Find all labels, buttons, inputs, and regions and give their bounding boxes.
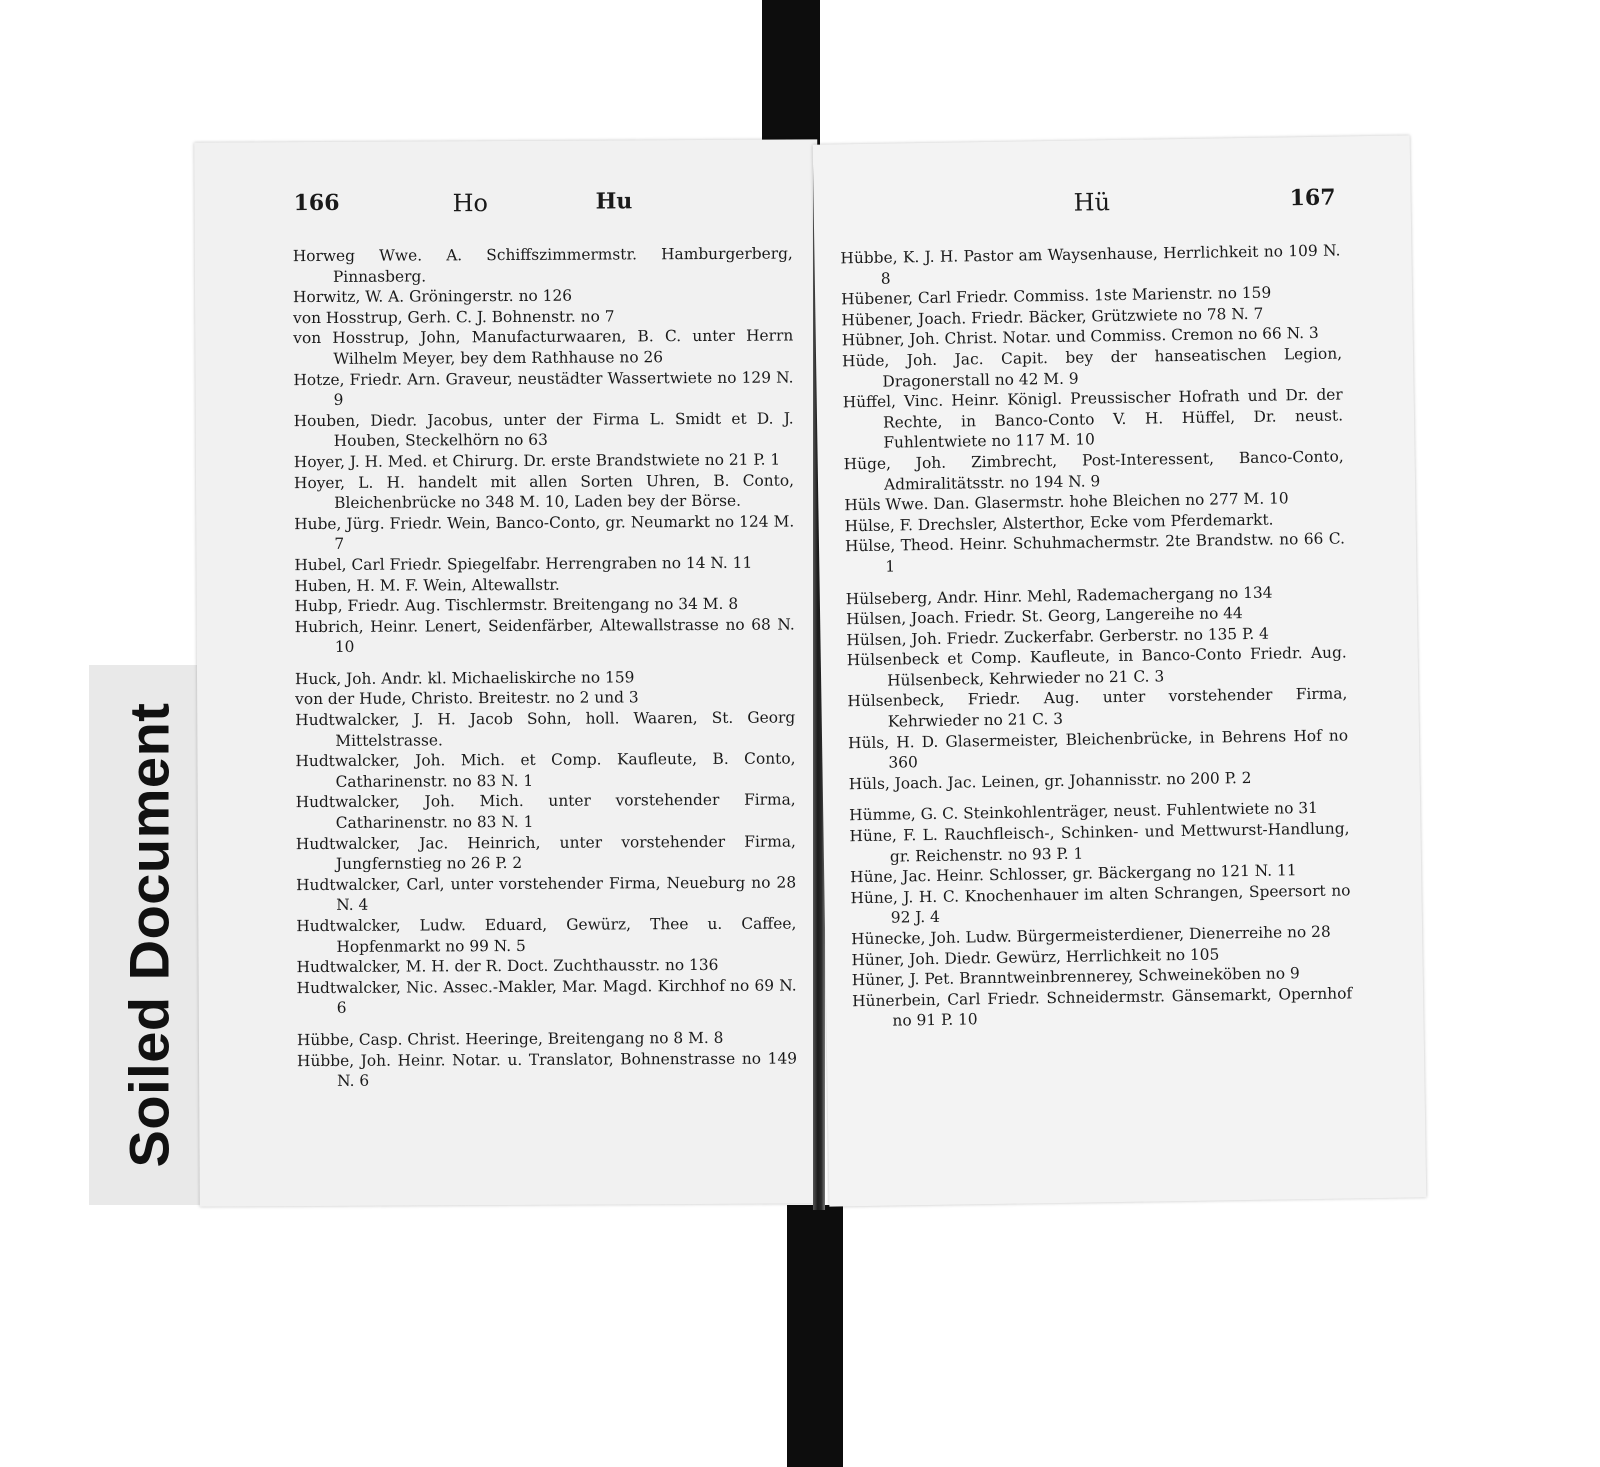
- directory-entry: Hubp, Friedr. Aug. Tischlermstr. Breitengang no 34 M. 8: [294, 594, 739, 616]
- directory-entry: Hüffel, Vinc. Heinr. Königl. Preussischer Hofrath und Dr. der Rechte, in Banco-Conto V. H. Hüffel, Dr. neust. Fuhlentwiete no 117 M. 10: [842, 385, 1344, 453]
- directory-entry: Hülsen, Joh. Friedr. Zuckerfabr. Gerberstr. no 135 P. 4: [846, 624, 1269, 649]
- directory-entry: Hülseberg, Andr. Hinr. Mehl, Rademachergang no 134: [845, 583, 1273, 608]
- directory-entry: Hübener, Joach. Friedr. Bäcker, Grützwiete no 78 N. 7: [841, 304, 1264, 330]
- directory-entry: Hüne, F. L. Rauchfleisch-, Schinken- und Mettwurst-Handlung, gr. Reichenstr. no 93 P. 1: [849, 819, 1350, 866]
- directory-entry: Hudtwalcker, Joh. Mich. et Comp. Kaufleute, B. Conto, Catharinenstr. no 83 N. 1: [295, 749, 796, 791]
- directory-entry: Hudtwalcker, Nic. Assec.-Makler, Mar. Magd. Kirchhof no 69 N. 6: [296, 976, 797, 1018]
- directory-entry: Hübbe, Casp. Christ. Heeringe, Breitengang no 8 M. 8: [296, 1028, 724, 1050]
- directory-entry: Hüls Wwe. Dan. Glasermstr. hohe Bleichen no 277 M. 10: [844, 489, 1289, 515]
- directory-entry: Hube, Jürg. Friedr. Wein, Banco-Conto, gr. Neumarkt no 124 M. 7: [294, 512, 795, 554]
- directory-entry: Hüner, Joh. Diedr. Gewürz, Herrlichkeit no 105: [851, 945, 1220, 969]
- directory-entry: Hotze, Friedr. Arn. Graveur, neustädter Wassertwiete no 129 N. 9: [293, 368, 794, 410]
- directory-entry: Hudtwalcker, Carl, unter vorstehender Firma, Neueburg no 28 N. 4: [296, 873, 797, 915]
- directory-entry: von Hosstrup, John, Manufacturwaaren, B. C. unter Herrn Wilhelm Meyer, bey dem Rathhause no 26: [293, 326, 794, 368]
- directory-entry: Hübner, Joh. Christ. Notar. und Commiss. Cremon no 66 N. 3: [841, 324, 1319, 350]
- right-entry-list: [840, 240, 1352, 1032]
- directory-entry: von Hosstrup, Gerh. C. J. Bohnenstr. no 7: [293, 307, 615, 327]
- directory-entry: Hülse, F. Drechsler, Alsterthor, Ecke vom Pferdemarkt.: [844, 510, 1274, 536]
- directory-entry: Hübener, Carl Friedr. Commiss. 1ste Marienstr. no 159: [840, 283, 1272, 309]
- left-page: [194, 139, 823, 1206]
- directory-entry: Hümme, G. C. Steinkohlenträger, neust. Fuhlentwiete no 31: [849, 799, 1319, 825]
- directory-entry: Hüne, Jac. Heinr. Schlosser, gr. Bäckergang no 121 N. 11: [850, 861, 1297, 887]
- directory-entry: Hünecke, Joh. Ludw. Bürgermeisterdiener, Dienerreihe no 28: [851, 922, 1331, 949]
- directory-entry: Hüls, H. D. Glasermeister, Bleichenbrücke, in Behrens Hof no 360: [847, 726, 1349, 772]
- directory-entry: Hübbe, Joh. Heinr. Notar. u. Translator, Bohnenstrasse no 149 N. 6: [296, 1049, 798, 1091]
- left-running-head-1: Ho: [452, 189, 489, 218]
- directory-entry: Hübbe, K. J. H. Pastor am Waysenhause, Herrlichkeit no 109 N. 8: [840, 241, 1341, 288]
- directory-entry: Hülse, Theod. Heinr. Schuhmachermstr. 2te Brandstw. no 66 C. 1: [844, 529, 1346, 576]
- directory-entry: Hüne, J. H. C. Knochenhauer im alten Schrangen, Speersort no 92 J. 4: [850, 881, 1351, 928]
- soiled-document-stamp: Soiled Document: [117, 702, 181, 1168]
- directory-entry: Hüner, J. Pet. Branntweinbrennerey, Schweineköben no 9: [851, 964, 1300, 990]
- directory-entry: Hüge, Joh. Zimbrecht, Post-Interessent, Banco-Conto, Admiralitätsstr. no 194 N. 9: [843, 447, 1344, 494]
- directory-entry: Hudtwalcker, Ludw. Eduard, Gewürz, Thee u. Caffee, Hopfenmarkt no 99 N. 5: [296, 914, 797, 956]
- directory-entry: von der Hude, Christo. Breitestr. no 2 und 3: [295, 688, 639, 709]
- directory-entry: Hülsenbeck, Friedr. Aug. unter vorstehender Firma, Kehrwieder no 21 C. 3: [847, 684, 1348, 731]
- directory-entry: Huck, Joh. Andr. kl. Michaeliskirche no 159: [294, 668, 635, 688]
- right-running-head: Hü: [1073, 188, 1111, 217]
- directory-entry: Horwitz, W. A. Gröningerstr. no 126: [292, 286, 573, 307]
- directory-entry: Hoyer, L. H. handelt mit allen Sorten Uhren, B. Conto, Bleichenbrücke no 348 M. 10, Laden bey der Börse.: [293, 471, 795, 513]
- left-running-head-2: Hu: [595, 188, 633, 215]
- directory-entry: Horweg Wwe. A. Schiffszimmermstr. Hamburgerberg, Pinnasberg.: [292, 244, 793, 286]
- directory-entry: Hüls, Joach. Jac. Leinen, gr. Johannisstr. no 200 P. 2: [848, 768, 1252, 794]
- top-dark-bar: [762, 0, 820, 154]
- left-entry-list: [293, 244, 797, 1092]
- right-page-number: 167: [1289, 184, 1336, 212]
- directory-entry: Hubel, Carl Friedr. Spiegelfabr. Herrengraben no 14 N. 11: [294, 553, 753, 575]
- directory-entry: Hoyer, J. H. Med. et Chirurg. Dr. erste Brandstwiete no 21 P. 1: [293, 450, 781, 472]
- directory-entry: Hüde, Joh. Jac. Capit. bey der hanseatischen Legion, Dragonerstall no 42 M. 9: [841, 344, 1343, 391]
- directory-entry: Hubrich, Heinr. Lenert, Seidenfärber, Altewallstrasse no 68 N. 10: [294, 615, 795, 657]
- directory-entry: Hudtwalcker, Jac. Heinrich, unter vorstehender Firma, Jungfernstieg no 26 P. 2: [295, 832, 796, 874]
- directory-entry: Houben, Diedr. Jacobus, unter der Firma L. Smidt et D. J. Houben, Steckelhörn no 63: [293, 409, 794, 451]
- left-page-number: 166: [293, 189, 340, 217]
- directory-entry: Hünerbein, Carl Friedr. Schneidermstr. Gänsemarkt, Opernhof no 91 P. 10: [852, 984, 1353, 1030]
- bottom-dark-bar: [787, 1205, 843, 1467]
- right-page: [813, 135, 1427, 1206]
- directory-entry: Huben, H. M. F. Wein, Altewallstr.: [294, 575, 560, 595]
- directory-entry: Hudtwalcker, J. H. Jacob Sohn, holl. Waaren, St. Georg Mittelstrasse.: [295, 708, 796, 750]
- directory-entry: Hülsen, Joach. Friedr. St. Georg, Langereihe no 44: [846, 604, 1243, 629]
- directory-entry: Hudtwalcker, Joh. Mich. unter vorstehender Firma, Catharinenstr. no 83 N. 1: [295, 790, 796, 832]
- directory-entry: Hudtwalcker, M. H. der R. Doct. Zuchthausstr. no 136: [296, 956, 719, 977]
- directory-entry: Hülsenbeck et Comp. Kaufleute, in Banco-Conto Friedr. Aug. Hülsenbeck, Kehrwieder no 21 C. 3: [846, 643, 1347, 690]
